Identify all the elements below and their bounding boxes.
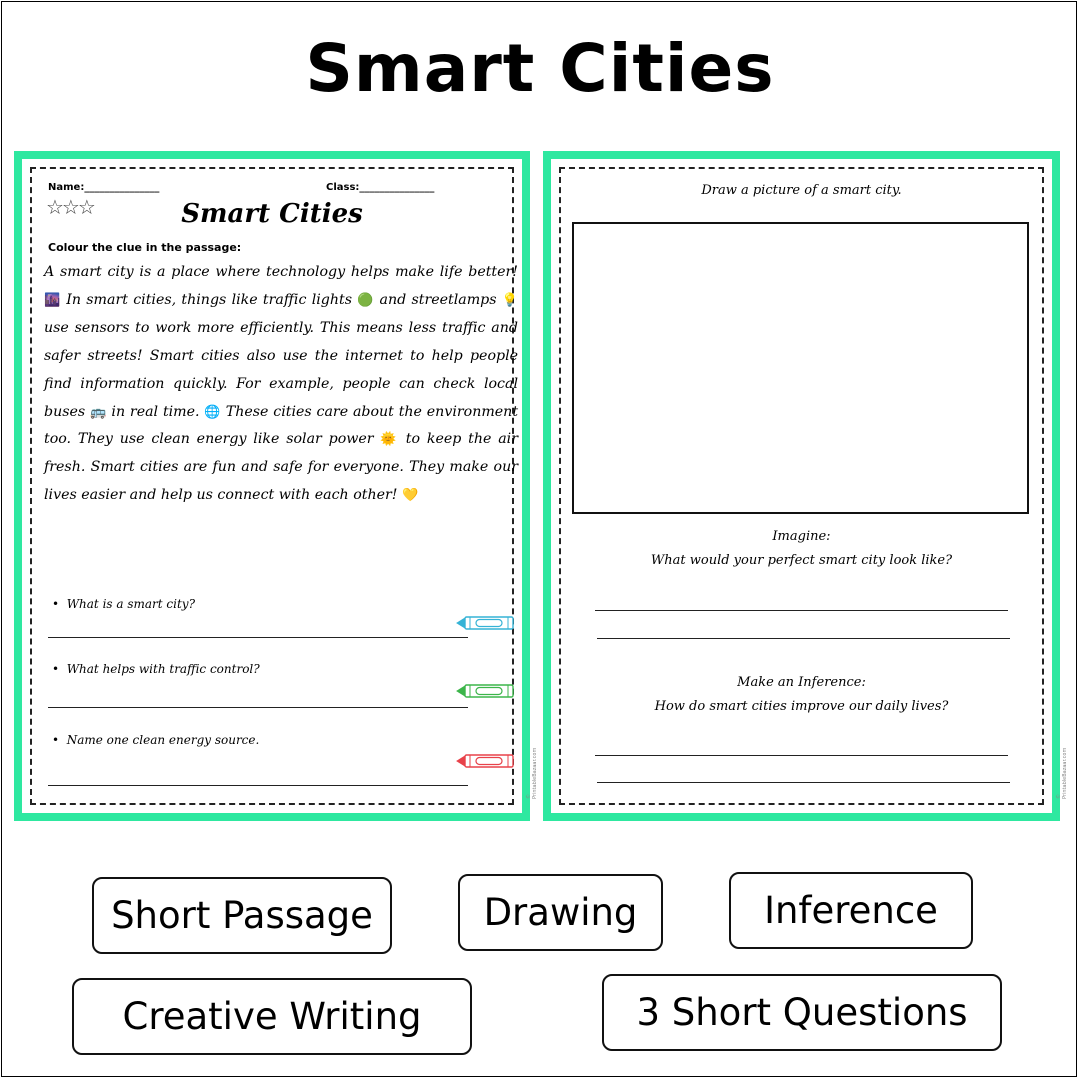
question-3-text: Name one clean energy source. [66,733,260,747]
class-field-label: Class:_______________ [326,182,435,193]
question-1: • What is a smart city? [52,597,196,611]
crayon-tip [457,756,465,766]
inference-answer-line-2[interactable] [597,782,1010,783]
passage-text: to keep the air fresh. Smart cities are fun and safe for everyone. They make our lives easier and help us connect with each other! [44,431,518,504]
passage-emoji-icon: 🌞 [380,432,399,448]
tag-inference: Inference [729,872,973,949]
copyright-note: © PrintableBazaar.com [1056,747,1068,799]
copyright-note: © PrintableBazaar.com [526,747,538,799]
passage-emoji-icon: 🟢 [357,292,375,308]
inference-question: How do smart cities improve our daily lives? [654,699,949,714]
name-field-label: Name:_______________ [48,182,160,193]
tag-3-short-questions: 3 Short Questions [602,974,1002,1051]
worksheet-page-drawing [543,151,1068,821]
star-rating-icon: ☆☆☆ [46,195,94,219]
main-title: Smart Cities [305,30,775,107]
worksheet-page-passage [14,151,538,821]
crayon-green-icon [456,683,516,699]
question-3: • Name one clean energy source. [52,733,260,747]
crayon-body [465,755,513,767]
question-1-text: What is a smart city? [66,597,196,611]
passage-text: A smart city is a place where technology helps make life better! [44,264,518,280]
crayon-tip [457,686,465,696]
crayon-body [465,617,513,629]
drawing-area[interactable] [572,222,1029,514]
inference-answer-line-1[interactable] [595,755,1008,756]
passage-text: These cities care about the environment too. They use clean energy like solar power [44,403,519,448]
passage-emoji-icon: 🌐 [204,404,221,420]
crayon-tip [457,618,465,628]
passage-emoji-icon: 🌆 [44,292,61,308]
draw-prompt: Draw a picture of a smart city. [701,183,902,198]
inference-heading: Make an Inference: [737,675,866,690]
crayon-red-icon [456,753,516,769]
worksheet-title: Smart Cities [181,199,363,229]
imagine-answer-line-1[interactable] [595,610,1008,611]
answer-line-1[interactable] [48,637,468,638]
passage-text: use sensors to work more efficiently. This means less traffic and safer streets! Smart cities also use the internet to help people find information quickly. For example, people can check local buses [44,319,518,420]
passage-text: In smart cities, things like traffic lights [60,291,358,308]
question-2-text: What helps with traffic control? [66,662,260,676]
reading-passage [44,259,518,510]
question-2: • What helps with traffic control? [52,662,260,676]
passage-emoji-icon: 💡 [501,292,519,308]
passage-emoji-icon: 💛 [401,488,419,504]
crayon-body [465,685,513,697]
imagine-heading: Imagine: [772,529,831,544]
crayon-blue-icon [456,615,516,631]
passage-text: and streetlamps [374,291,502,308]
answer-line-3[interactable] [48,785,468,786]
tag-creative-writing: Creative Writing [72,978,472,1055]
answer-line-2[interactable] [48,707,468,708]
tag-drawing: Drawing [458,874,663,951]
passage-instruction: Colour the clue in the passage: [48,241,242,254]
passage-emoji-icon: 🚌 [90,404,107,420]
passage-text: in real time. [106,403,205,420]
imagine-answer-line-2[interactable] [597,638,1010,639]
tag-short-passage: Short Passage [92,877,392,954]
imagine-question: What would your perfect smart city look like? [650,553,953,568]
